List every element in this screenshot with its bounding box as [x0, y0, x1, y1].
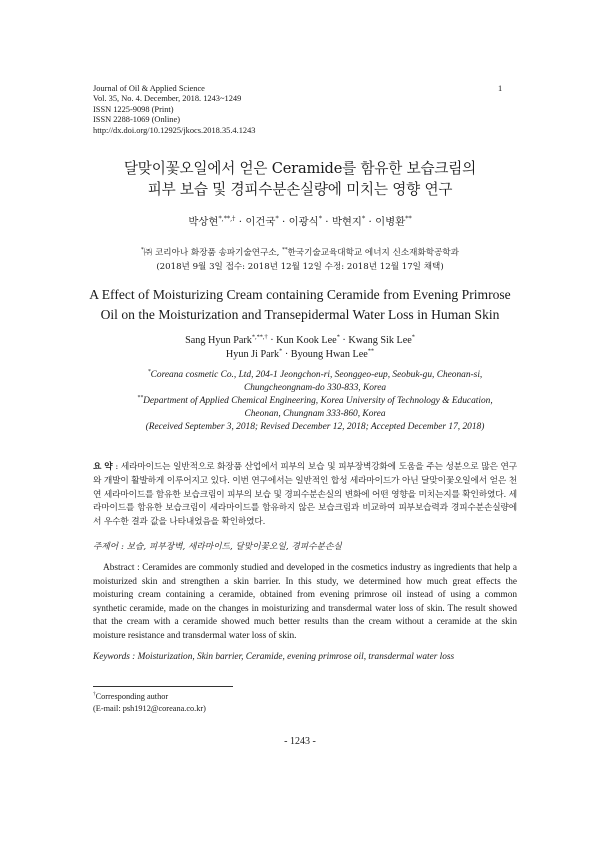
affil-en-org1: Coreana cosmetic Co., Ltd, 204-1 Jeongchon-ri, Seonggeo-eup, Seobuk-gu, Cheonan-si, — [150, 370, 483, 380]
affil-en-line2: Chungcheongnam-do 330-833, Korea — [243, 383, 387, 393]
journal-name: Journal of Oil & Applied Science — [93, 84, 205, 93]
english-title-line1: A Effect of Moisturizing Cream containing Ceramide from Evening Primrose — [89, 287, 511, 302]
author-ko-1-mark: *,**,† — [218, 214, 236, 223]
author-en-2-mark: * — [336, 333, 340, 341]
author-ko-2: 이건국 — [245, 216, 276, 228]
english-affiliation — [110, 369, 520, 434]
english-keywords: Keywords : Moisturization, Skin barrier, Ceramide, evening primrose oil, transdermal water loss — [93, 652, 455, 662]
english-abstract-label: Abstract — [103, 563, 135, 573]
journal-header — [93, 84, 255, 136]
author-separator: · — [267, 335, 277, 346]
korean-title-line2: 피부 보습 및 경피수분손실량에 미치는 영향 연구 — [147, 181, 453, 198]
affil-en-mark-2: ** — [137, 394, 144, 401]
author-ko-5: 이병환 — [375, 216, 406, 228]
author-en-1: Sang Hyun Park — [185, 335, 252, 346]
footnote — [93, 691, 206, 716]
author-en-1-mark: *,**,† — [251, 333, 268, 341]
page-number-top: 1 — [498, 84, 503, 93]
author-ko-1: 박상현 — [188, 216, 219, 228]
dagger-mark: † — [93, 691, 96, 698]
footnote-divider — [93, 686, 233, 687]
affil-ko-org1: ㈜ 코리아나 화장품 송파기술연구소, — [143, 248, 283, 258]
doi-link[interactable]: http://dx.doi.org/10.12925/jkocs.2018.35.4.1243 — [93, 125, 256, 135]
affil-en-org2: Department of Applied Chemical Engineering, Korea University of Technology & Education, — [143, 396, 493, 406]
english-authors — [60, 334, 540, 361]
korean-keywords: 주제어 : 보습, 피부장벽, 세라마이드, 달맞이꽃오일, 경피수분손실 — [93, 542, 342, 552]
affil-ko-org2: 한국기술교육대학교 에너지 신소재화학공학과 — [287, 248, 459, 258]
author-separator: · — [339, 335, 349, 346]
page-number-bottom: - 1243 - — [284, 736, 316, 747]
author-ko-2-mark: * — [275, 214, 279, 223]
affil-mark-2: ** — [282, 247, 288, 254]
author-ko-4-mark: * — [361, 214, 366, 223]
korean-dates: (2018년 9월 3일 접수: 2018년 12월 12일 수정: 2018년 12월 17일 채택) — [156, 262, 444, 272]
author-en-5-mark: ** — [367, 347, 375, 355]
english-abstract-text: : Ceramides are commonly studied and developed in the cosmetics industry as ingredients that help a moisturized skin and strengthen a skin barrier. In this study, we determined how much great effects the moisturing cream containing a ceramide, obtained from evening primrose oil instead of using a common synthetic ceramide, made on the changes in moisturizing and transdermal water loss of skin. The result showed that the cream with a ceramide showed much better results than the cream without a ceramide at the skin moisture resistance and transdermal water loss of skin. — [93, 563, 517, 641]
author-ko-3-mark: * — [318, 214, 322, 223]
english-authors-line2 — [60, 348, 540, 362]
author-separator: · — [365, 216, 376, 228]
korean-abstract — [93, 461, 517, 530]
author-separator: · — [278, 216, 289, 228]
author-en-2: Kun Kook Lee — [276, 335, 337, 346]
korean-abstract-text: : 세라마이드는 일반적으로 화장품 산업에서 피부의 보습 및 피부장벽강화에 도움을 주는 성분으로 많은 연구와 개발이 활발하게 이루어지고 있다. 이번 연구에서는 일반적인 합성 세라마이드가 아닌 달맞이꽃오일에서 얻은 천연 세라마이드를 함유한 보습크림이 피부의 보습 및 경피수분손실의 변화에 어떤 영향을 미치는지를 확인하였다. 세라마이드를 함유한 보습크림이 세라마이드를 함유하지 않은 보습크림과 비교하여 피부보습력과 경피수분손실량에서 우수한 결과 값을 나타내었음을 확인하였다. — [93, 462, 518, 528]
issn-print: ISSN 1225-9098 (Print) — [93, 104, 174, 114]
korean-title — [60, 158, 540, 200]
english-authors-line1 — [60, 334, 540, 348]
affil-mark-1: * — [141, 247, 144, 254]
author-en-4: Hyun Ji Park — [225, 348, 280, 360]
author-en-3: Kwang Sik Lee — [348, 335, 412, 346]
korean-authors — [60, 213, 540, 228]
author-separator: · — [321, 216, 332, 228]
author-separator: · — [282, 348, 291, 360]
author-en-3-mark: * — [411, 333, 415, 341]
journal-volume: Vol. 35, No. 4. December, 2018. 1243~1249 — [93, 94, 242, 104]
issn-online: ISSN 2288-1069 (Online) — [93, 115, 181, 125]
affil-en-line4: Cheonan, Chungnam 333-860, Korea — [244, 409, 386, 419]
korean-affiliation-line1 — [60, 246, 540, 260]
english-abstract — [93, 562, 517, 644]
korean-affiliation — [60, 246, 540, 274]
author-ko-5-mark: ** — [405, 214, 412, 223]
affil-en-mark-1: * — [147, 368, 151, 375]
footnote-label: Corresponding author — [95, 692, 169, 701]
english-dates: (Received September 3, 2018; Revised December 12, 2018; Accepted December 17, 2018) — [145, 422, 485, 432]
footnote-email[interactable]: (E-mail: psh1912@coreana.co.kr) — [93, 704, 206, 714]
footnote-author — [93, 691, 206, 703]
english-title-line2: Oil on the Moisturization and Transepidermal Water Loss in Human Skin — [100, 307, 500, 322]
korean-title-line1: 달맞이꽃오일에서 얻은 Ceramide를 함유한 보습크림의 — [123, 160, 477, 177]
author-en-5: Byoung Hwan Lee — [290, 348, 368, 360]
affil-en-line1 — [110, 369, 520, 382]
english-title — [50, 285, 550, 325]
affil-en-line3 — [110, 395, 520, 408]
korean-abstract-label: 요 약 — [93, 462, 113, 472]
author-en-4-mark: * — [279, 347, 283, 355]
author-ko-4: 박현지 — [331, 216, 362, 228]
author-separator: · — [235, 216, 246, 228]
author-ko-3: 이광식 — [288, 216, 319, 228]
